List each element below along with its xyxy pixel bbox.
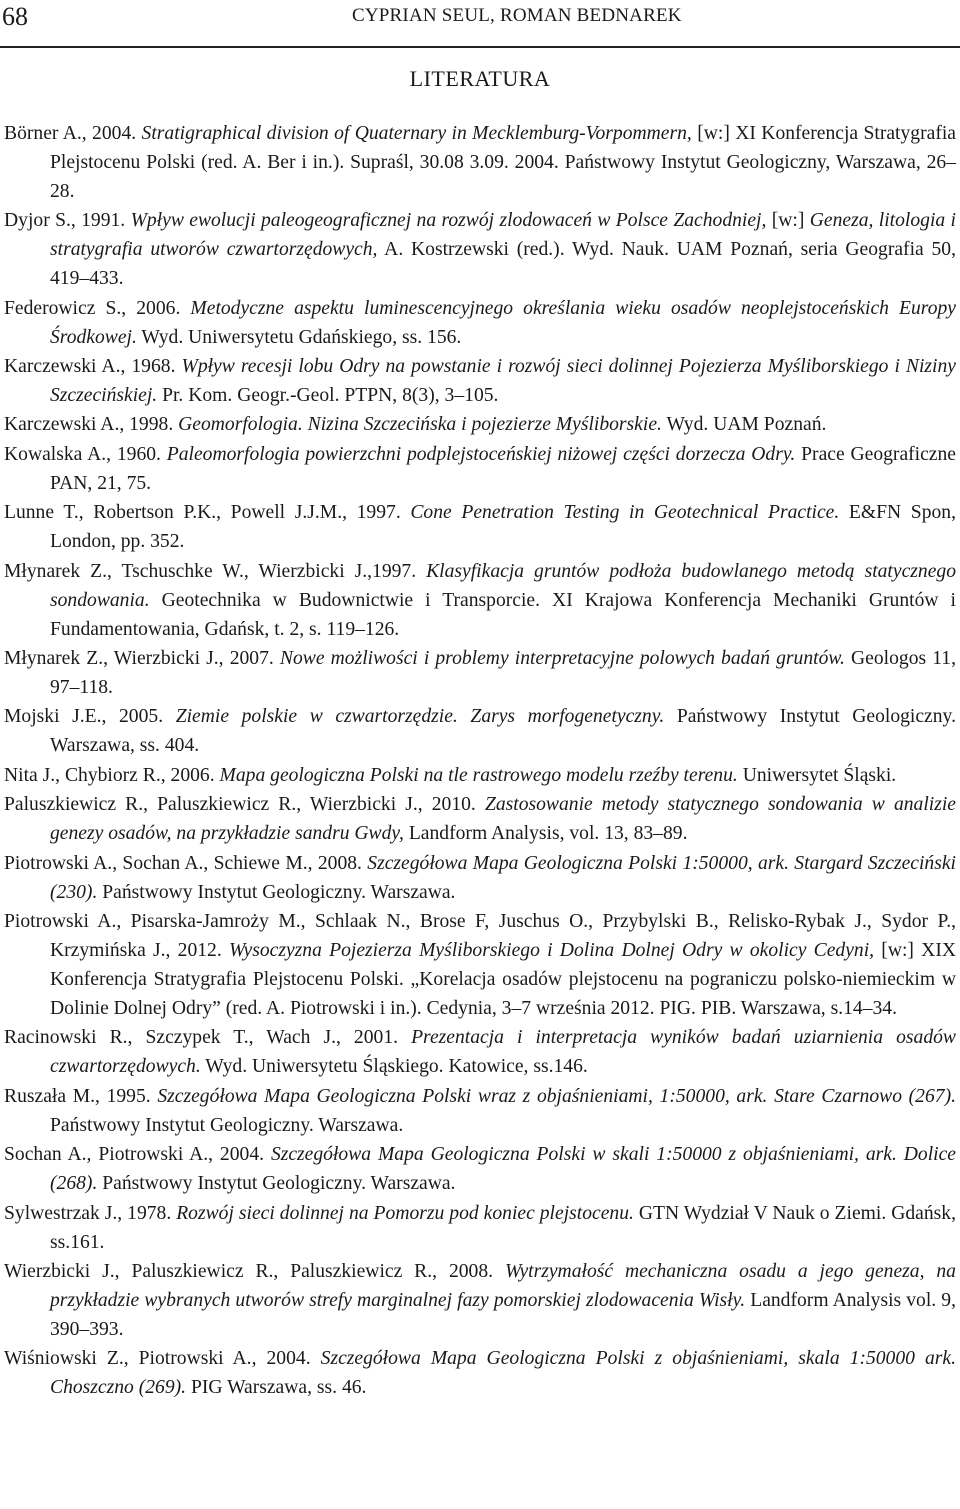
reference-title: Szczegółowa Mapa Geologiczna Polski z objaśnieniami, skala 1:50000 ark. Choszczno (269).: [50, 1348, 956, 1399]
reference-entry: [4, 850, 956, 908]
reference-authors: Mojski J.E., 2005.: [4, 706, 176, 728]
reference-entry: [4, 499, 956, 557]
reference-entry: [4, 295, 956, 353]
reference-title: Geomorfologia. Nizina Szczecińska i pojezierze Myśliborskie.: [178, 414, 662, 436]
reference-title: Paleomorfologia powierzchni podplejstoceńskiej niżowej części dorzecza Odry.: [166, 443, 796, 465]
reference-authors: Młynarek Z., Wierzbicki J., 2007.: [4, 648, 280, 670]
reference-entry: [4, 411, 956, 440]
reference-title: Cone Penetration Testing in Geotechnical Practice.: [410, 502, 840, 524]
reference-details: Wyd. UAM Poznań.: [661, 414, 827, 436]
reference-entry: [4, 1345, 956, 1403]
reference-entry: [4, 120, 956, 207]
reference-entry: [4, 762, 956, 791]
reference-entry: [4, 645, 956, 703]
reference-details: Prace Geograficzne PAN, 21, 75.: [50, 443, 956, 494]
reference-details: Wyd. Uniwersytetu Śląskiego. Katowice, ss.146.: [200, 1056, 588, 1078]
reference-details: A. Kostrzewski (red.). Wyd. Nauk. UAM Poznań, seria Geografia 50, 419–433.: [50, 239, 957, 290]
reference-authors: Wierzbicki J., Paluszkiewicz R., Paluszkiewicz R., 2008.: [4, 1261, 505, 1283]
page-header: [0, 0, 960, 48]
reference-entry: [4, 1141, 956, 1199]
reference-authors: Piotrowski A., Sochan A., Schiewe M., 2008.: [4, 852, 368, 874]
reference-title: Wpływ ewolucji paleogeograficznej na rozwój zlodowaceń w Polsce Zachodniej,: [130, 210, 767, 232]
reference-title: Szczegółowa Mapa Geologiczna Polski wraz z objaśnieniami, 1:50000, ark. Stare Czarnowo (267).: [157, 1085, 957, 1107]
reference-authors: Młynarek Z., Tschuschke W., Wierzbicki J.,1997.: [4, 560, 427, 582]
reference-entry: [4, 1200, 956, 1258]
reference-title: Wytrzymałość mechaniczna osadu a jego geneza, na przykładzie wybranych utworów strefy marginalnej fazy pomorskiej zlodowacenia Wisły.: [50, 1261, 956, 1311]
reference-entry: [4, 908, 956, 1024]
reference-title: Stratigraphical division of Quaternary in Mecklemburg-Vorpommern,: [141, 123, 692, 144]
reference-details: Uniwersytet Śląski.: [737, 764, 897, 786]
reference-details: [w:] XIX Konferencja Stratygrafia Plejstocenu Polski. „Korelacja osadów plejstocenu na pograniczu polsko-niemieckim w Dolinie Dolnej Odry” (red. A. Piotrowski i in.). Cedynia, 3–7 września 2012. PIG. PIB. Warszawa, s.14–34.: [50, 940, 957, 1019]
reference-title: Wpływ recesji lobu Odry na powstanie i rozwój sieci dolinnej Pojezierza Myśliborskiego i Niziny Szczecińskiej.: [50, 356, 956, 406]
reference-details: Landform Analysis, vol. 13, 83–89.: [403, 823, 688, 845]
reference-title: Nowe możliwości i problemy interpretacyjne polowych badań gruntów.: [279, 648, 845, 670]
reference-title: Mapa geologiczna Polski na tle rastrowego modelu rzeźby terenu.: [219, 764, 738, 786]
reference-title: Prezentacja i interpretacja wyników badań uziarnienia osadów czwartorzędowych.: [50, 1027, 956, 1078]
reference-details: GTN Wydział V Nauk o Ziemi. Gdańsk, ss.161.: [50, 1202, 956, 1253]
reference-entry: [4, 1083, 956, 1141]
reference-title: Szczegółowa Mapa Geologiczna Polski 1:50000, ark. Stargard Szczeciński (230).: [50, 852, 956, 903]
reference-authors: Dyjor S., 1991.: [4, 210, 131, 232]
reference-details: Państwowy Instytut Geologiczny. Warszawa.: [50, 1114, 404, 1136]
reference-details: Pr. Kom. Geogr.-Geol. PTPN, 8(3), 3–105.: [157, 384, 499, 406]
reference-entry: [4, 1024, 956, 1082]
running-head: CYPRIAN SEUL, ROMAN BEDNAREK: [352, 5, 682, 26]
reference-entry: [4, 207, 956, 294]
reference-authors: Börner A., 2004.: [4, 123, 142, 144]
reference-entry: [4, 441, 956, 499]
reference-details: Państwowy Instytut Geologiczny. Warszawa.: [97, 1173, 456, 1195]
reference-details: Landform Analysis vol. 9, 390–393.: [50, 1289, 956, 1340]
reference-details: [w:]: [766, 210, 810, 232]
reference-authors: Sochan A., Piotrowski A., 2004.: [4, 1144, 271, 1166]
reference-entry: [4, 353, 956, 411]
reference-title: Klasyfikacja gruntów podłoża budowlanego metodą statycznego sondowania.: [50, 560, 956, 611]
reference-details: Państwowy Instytut Geologiczny. Warszawa.: [97, 881, 456, 903]
reference-title: Szczegółowa Mapa Geologiczna Polski w skali 1:50000 z objaśnieniami, ark. Dolice (268).: [50, 1144, 956, 1195]
reference-title: Geneza, litologia i stratygrafia utworów czwartorzędowych,: [50, 210, 956, 261]
reference-details: [w:] XI Konferencja Stratygrafia Plejstocenu Polski (red. A. Ber i in.). Supraśl, 30.08 3.09. 2004. Państwowy Instytut Geologiczny, Warszawa, 26–28.: [50, 123, 956, 202]
reference-authors: Karczewski A., 1968.: [4, 356, 182, 378]
reference-authors: Racinowski R., Szczypek T., Wach J., 2001.: [4, 1027, 412, 1049]
reference-authors: Paluszkiewicz R., Paluszkiewicz R., Wierzbicki J., 2010.: [4, 794, 485, 816]
reference-title: Rozwój sieci dolinnej na Pomorzu pod koniec plejstocenu.: [176, 1202, 634, 1224]
reference-title: Metodyczne aspektu luminescencyjnego określania wieku osadów neoplejstoceńskich Europy Środkowej.: [50, 297, 956, 348]
reference-entry: [4, 1258, 956, 1345]
reference-authors: Lunne T., Robertson P.K., Powell J.J.M., 1997.: [4, 502, 411, 524]
reference-authors: Nita J., Chybiorz R., 2006.: [4, 764, 220, 786]
reference-details: Geotechnika w Budownictwie i Transporcie. XI Krajowa Konferencja Mechaniki Gruntów i Fundamentowania, Gdańsk, t. 2, s. 119–126.: [50, 589, 956, 640]
reference-details: Państwowy Instytut Geologiczny. Warszawa, ss. 404.: [50, 706, 956, 757]
reference-title: Ziemie polskie w czwartorzędzie. Zarys morfogenetyczny.: [175, 706, 665, 728]
reference-authors: Karczewski A., 1998.: [4, 414, 179, 436]
reference-authors: Federowicz S., 2006.: [4, 297, 191, 319]
reference-authors: Sylwestrzak J., 1978.: [4, 1202, 177, 1224]
reference-entry: [4, 791, 956, 849]
reference-details: Wyd. Uniwersytetu Gdańskiego, ss. 156.: [136, 326, 462, 348]
reference-details: PIG Warszawa, ss. 46.: [186, 1377, 367, 1399]
reference-authors: Kowalska A., 1960.: [4, 443, 167, 465]
reference-entry: [4, 558, 956, 645]
reference-title: Wysoczyzna Pojezierza Myśliborskiego i Dolina Dolnej Odry w okolicy Cedyni,: [229, 940, 875, 962]
page-number: 68: [2, 2, 28, 31]
reference-title: Zastosowanie metody statycznego sondowania w analizie genezy osadów, na przykładzie sandru Gwdy,: [50, 794, 956, 845]
reference-details: E&FN Spon, London, pp. 352.: [50, 502, 956, 553]
reference-authors: Piotrowski A., Pisarska-Jamroży M., Schlaak N., Brose F, Juschus O., Przybylski B., Relisko-Rybak J., Sydor P., Krzymińska J., 2012.: [4, 911, 956, 962]
reference-details: Geologos 11, 97–118.: [50, 648, 956, 698]
reference-entry: [4, 703, 956, 761]
reference-authors: Wiśniowski Z., Piotrowski A., 2004.: [4, 1348, 321, 1370]
reference-list: [4, 120, 956, 1404]
section-title: LITERATURA: [409, 66, 551, 91]
reference-authors: Ruszała M., 1995.: [4, 1085, 158, 1107]
